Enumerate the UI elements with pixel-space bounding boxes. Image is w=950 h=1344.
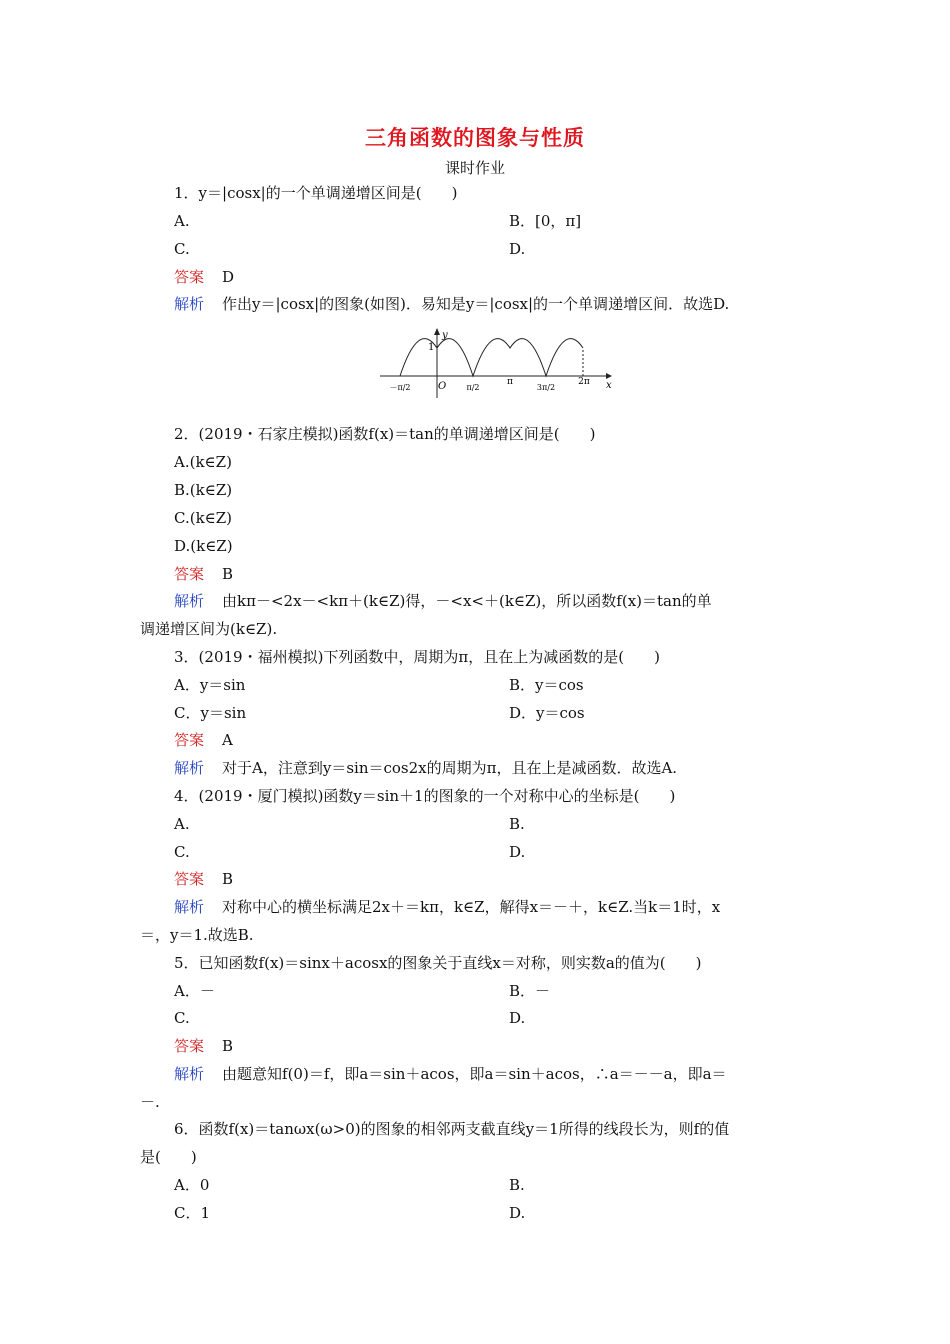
answer-value: B bbox=[222, 870, 234, 888]
q1-option-b: B．[0，π] bbox=[509, 212, 582, 230]
q5-option-b: B．－ bbox=[509, 982, 551, 1000]
answer-label: 答案 bbox=[174, 268, 205, 286]
answer-label: 答案 bbox=[174, 565, 205, 583]
q3-option-b: B．y＝cos bbox=[509, 676, 584, 694]
q2-option-a: A.(k∈Z) bbox=[174, 453, 232, 471]
q5-option-c: C. bbox=[174, 1009, 190, 1027]
q4-option-d: D. bbox=[509, 843, 526, 861]
q2-analysis-cont: 调递增区间为(k∈Z). bbox=[140, 620, 278, 638]
q4-option-a: A. bbox=[174, 815, 190, 833]
q5-analysis bbox=[174, 1064, 727, 1084]
q2-answer bbox=[174, 564, 233, 584]
q6-stem: 6．函数f(x)＝tanωx(ω>0)的图象的相邻两支截直线y＝1所得的线段长为，则f的值 bbox=[174, 1120, 730, 1138]
q4-analysis bbox=[174, 897, 720, 917]
answer-label: 答案 bbox=[174, 870, 205, 888]
q3-analysis bbox=[174, 758, 677, 778]
page-subtitle: 课时作业 bbox=[444, 159, 505, 177]
tick-pi: π bbox=[507, 377, 513, 387]
q6-stem-cont: 是( ) bbox=[140, 1148, 197, 1166]
analysis-label: 解析 bbox=[174, 295, 205, 313]
q4-option-c: C. bbox=[174, 843, 190, 861]
q4-answer bbox=[174, 869, 233, 889]
one-label: 1 bbox=[428, 342, 435, 353]
q2-option-b: B.(k∈Z) bbox=[174, 481, 233, 499]
q1-answer bbox=[174, 267, 234, 287]
analysis-label: 解析 bbox=[174, 592, 205, 610]
q3-option-a: A．y＝sin bbox=[174, 676, 246, 694]
y-axis-label: y bbox=[442, 330, 448, 341]
q2-option-d: D.(k∈Z) bbox=[174, 537, 233, 555]
page-title: 三角函数的图象与性质 bbox=[365, 125, 585, 150]
q1-analysis bbox=[174, 294, 729, 314]
tick-three-half-pi: 3π/2 bbox=[536, 383, 556, 392]
analysis-text: 由题意知f(0)＝f，即a＝sin＋acos，即a＝sin＋acos，∴a＝－－a，即a＝ bbox=[222, 1065, 727, 1083]
q1-option-c: C. bbox=[174, 240, 190, 258]
q2-analysis bbox=[174, 591, 712, 611]
q1-option-d: D. bbox=[509, 240, 526, 258]
analysis-text: 作出y＝|cosx|的图象(如图)．易知是y＝|cosx|的一个单调递增区间．故选D. bbox=[222, 295, 730, 313]
analysis-text: 对称中心的横坐标满足2x＋＝kπ，k∈Z，解得x＝－＋，k∈Z.当k＝1时，x bbox=[222, 898, 721, 916]
q5-answer bbox=[174, 1036, 233, 1056]
q2-option-c: C.(k∈Z) bbox=[174, 509, 233, 527]
origin-label: O bbox=[438, 381, 447, 392]
tick-neg-half-pi: －π/2 bbox=[389, 383, 411, 392]
q6-option-d: D. bbox=[509, 1204, 526, 1222]
analysis-text: 对于A，注意到y＝sin＝cos2x的周期为π，且在上是减函数．故选A. bbox=[222, 759, 678, 777]
analysis-text: 由kπ－<2x－<kπ＋(k∈Z)得，－<x<＋(k∈Z)，所以函数f(x)＝tan的单 bbox=[222, 592, 712, 610]
x-axis-arrow bbox=[606, 373, 612, 379]
q1-stem: 1．y＝|cosx|的一个单调递增区间是( ) bbox=[174, 184, 458, 202]
y-axis-arrow bbox=[434, 328, 440, 335]
q5-analysis-cont: －. bbox=[140, 1093, 160, 1111]
q5-option-a: A．－ bbox=[174, 982, 215, 1000]
q4-stem: 4．(2019・厦门模拟)函数y＝sin＋1的图象的一个对称中心的坐标是( ) bbox=[174, 787, 676, 805]
analysis-label: 解析 bbox=[174, 759, 205, 777]
analysis-label: 解析 bbox=[174, 1065, 205, 1083]
q1-option-a: A. bbox=[174, 212, 190, 230]
q3-option-c: C．y＝sin bbox=[174, 704, 247, 722]
answer-value: D bbox=[222, 268, 235, 286]
q5-option-d: D. bbox=[509, 1009, 526, 1027]
tick-half-pi: π/2 bbox=[466, 383, 480, 392]
q6-option-b: B. bbox=[509, 1176, 525, 1194]
abs-cos-graph bbox=[380, 328, 612, 398]
answer-label: 答案 bbox=[174, 1037, 205, 1055]
answer-value: A bbox=[222, 731, 233, 749]
q5-stem: 5．已知函数f(x)＝sinx＋acosx的图象关于直线x＝对称，则实数a的值为( ) bbox=[174, 954, 702, 972]
q6-option-a: A．0 bbox=[174, 1176, 210, 1194]
x-axis-label: x bbox=[606, 380, 612, 391]
q4-option-b: B. bbox=[509, 815, 525, 833]
q6-option-c: C．1 bbox=[174, 1204, 211, 1222]
analysis-label: 解析 bbox=[174, 898, 205, 916]
q3-option-d: D．y＝cos bbox=[509, 704, 585, 722]
tick-two-pi: 2π bbox=[578, 377, 590, 387]
q2-stem: 2．(2019・石家庄模拟)函数f(x)＝tan的单调递增区间是( ) bbox=[174, 425, 596, 443]
q4-analysis-cont: ＝，y＝1.故选B. bbox=[140, 926, 254, 944]
q3-stem: 3．(2019・福州模拟)下列函数中，周期为π，且在上为减函数的是( ) bbox=[174, 648, 660, 666]
answer-label: 答案 bbox=[174, 731, 205, 749]
q3-answer bbox=[174, 730, 233, 750]
answer-value: B bbox=[222, 1037, 234, 1055]
answer-value: B bbox=[222, 565, 234, 583]
